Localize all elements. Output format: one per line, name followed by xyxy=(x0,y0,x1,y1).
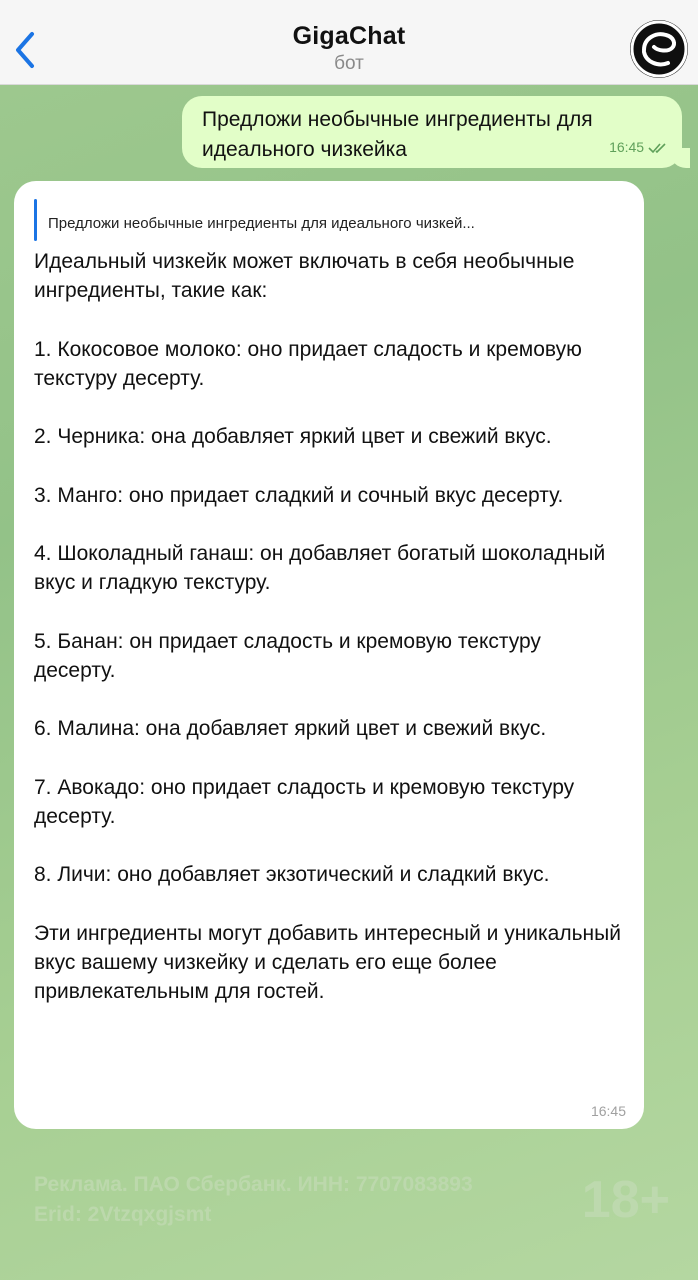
outgoing-message-time: 16:45 xyxy=(609,139,645,155)
bot-avatar[interactable] xyxy=(630,20,688,78)
reply-quote-text: Предложи необычные ингредиенты для идеального чизкей... xyxy=(48,215,475,232)
chat-title: GigaChat xyxy=(292,22,406,50)
double-check-icon xyxy=(648,142,668,154)
outgoing-message[interactable] xyxy=(182,96,682,168)
gigachat-logo-icon xyxy=(630,20,688,78)
chat-header xyxy=(0,0,698,85)
bubble-tail xyxy=(670,148,690,168)
age-rating: 18+ xyxy=(581,1171,670,1229)
ad-line-2: Erid: 2Vtzqxgjsmt xyxy=(34,1203,212,1226)
outgoing-message-text: Предложи необычные ингредиенты для идеального чизкейка xyxy=(202,108,593,161)
outgoing-message-meta xyxy=(609,132,668,162)
ad-line-1: Реклама. ПАО Сбербанк. ИНН: 7707083893 xyxy=(34,1173,473,1196)
incoming-message-time: 16:45 xyxy=(590,1103,626,1119)
chat-subtitle: бот xyxy=(334,53,364,74)
ad-disclaimer xyxy=(34,1170,473,1230)
reply-quote[interactable] xyxy=(34,199,624,241)
quote-bar xyxy=(34,199,37,241)
incoming-message-text: Идеальный чизкейк может включать в себя необычные ингредиенты, такие как: 1. Кокосовое молоко: оно придает сладость и кремовую текстуру десерту. 2. Черника: она добавляет яркий цвет и свежий вкус. 3. Манго: оно придает сладкий и сочный вкус десерту. 4. Шоколадный ганаш: он добавляет богатый шоколадный вкус и гладкую текстуру. 5. Банан: он придает сладость и кремовую текстуру десерту. 6. Малина: она добавляет яркий цвет и свежий вкус. 7. Авокадо: оно придает сладость и кремовую текстуру десерту. 8. Личи: оно добавляет экзотический и сладкий вкус. Эти ингредиенты могут добавить интересный и уникальный вкус вашему чизкейку и сделать его еще более привлекательным для гостей. xyxy=(34,250,621,1004)
incoming-message[interactable] xyxy=(14,181,644,1129)
chat-title-block[interactable] xyxy=(0,22,698,75)
